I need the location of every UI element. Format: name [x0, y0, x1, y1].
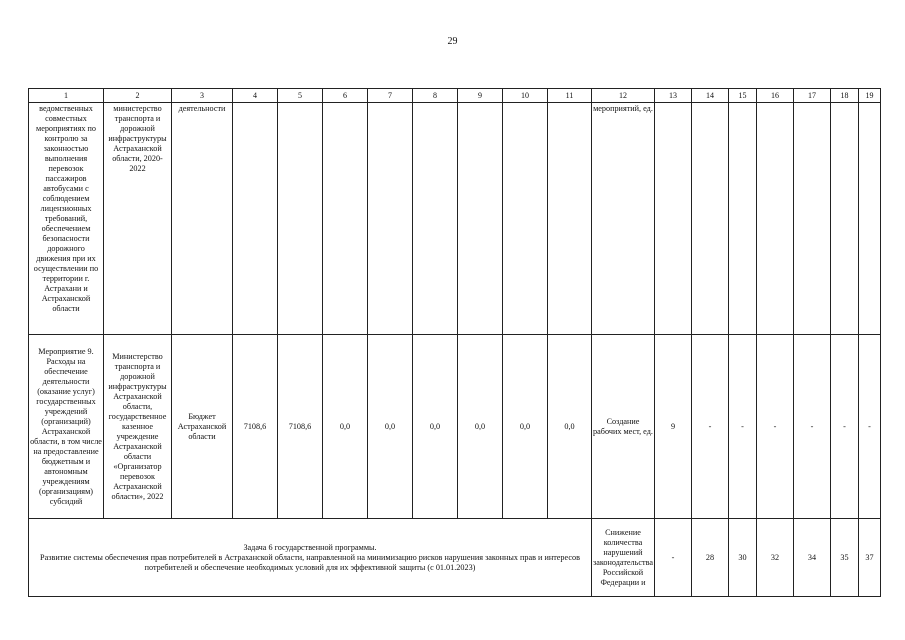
header-cell: 8: [413, 89, 458, 103]
task-description: Развитие системы обеспечения прав потребителей в Астраханской области, направленной на минимизацию рисков нарушения законных прав и интересов потребителей и обеспечение необходимых условий для их эффективной защиты (с 01.01.2023): [40, 552, 580, 572]
empty-cell: [278, 103, 323, 335]
table-row: [29, 103, 881, 335]
event-name-cell: ведомственных совместных мероприятиях по контролю за законностью выполнения перевозок пассажиров автобусами с соблюдением лицензионных требований, обеспечением безопасности дорожного движения при их осуществлении по территории г. Астрахани и Астраханской области: [29, 103, 104, 335]
value-cell: 32: [756, 519, 793, 597]
value-cell: -: [691, 335, 728, 519]
header-cell: 10: [503, 89, 548, 103]
value-cell: 0,0: [413, 335, 458, 519]
value-cell: -: [654, 519, 691, 597]
value-cell: -: [793, 335, 830, 519]
header-cell: 7: [368, 89, 413, 103]
indicator-cell: Создание рабочих мест, ед.: [592, 335, 655, 519]
empty-cell: [793, 103, 830, 335]
header-cell: 3: [172, 89, 233, 103]
empty-cell: [458, 103, 503, 335]
funding-source-cell: Бюджет Астраханской области: [172, 335, 233, 519]
value-cell: 30: [728, 519, 756, 597]
value-cell: 28: [691, 519, 728, 597]
value-cell: -: [728, 335, 756, 519]
empty-cell: [728, 103, 756, 335]
empty-cell: [413, 103, 458, 335]
empty-cell: [323, 103, 368, 335]
indicator-cell: Снижение количества нарушений законодательства Российской Федерации и: [592, 519, 655, 597]
empty-cell: [233, 103, 278, 335]
header-cell: 1: [29, 89, 104, 103]
value-cell: 0,0: [458, 335, 503, 519]
header-cell: 14: [691, 89, 728, 103]
value-cell: -: [830, 335, 858, 519]
value-cell: 34: [793, 519, 830, 597]
executor-cell: министерство транспорта и дорожной инфраструктуры Астраханской области, 2020-2022: [104, 103, 172, 335]
header-cell: 18: [830, 89, 858, 103]
event-name-cell: Мероприятие 9. Расходы на обеспечение деятельности (оказание услуг) государственных учреждений (организаций) Астраханской области, в том числе на предоставление бюджетным и автономным учреждениям (организациям) субсидий: [29, 335, 104, 519]
executor-cell: Министерство транспорта и дорожной инфраструктуры Астраханской области, государственное казенное учреждение Астраханской области «Организатор перевозок Астраханской области», 2022: [104, 335, 172, 519]
header-row: [29, 89, 881, 103]
header-cell: 9: [458, 89, 503, 103]
value-cell: 0,0: [548, 335, 592, 519]
program-table: [28, 88, 881, 597]
indicator-cell: мероприятий, ед.: [592, 103, 655, 335]
empty-cell: [858, 103, 880, 335]
header-cell: 19: [858, 89, 880, 103]
empty-cell: [503, 103, 548, 335]
header-cell: 2: [104, 89, 172, 103]
empty-cell: [368, 103, 413, 335]
value-cell: 0,0: [368, 335, 413, 519]
header-cell: 15: [728, 89, 756, 103]
header-cell: 13: [654, 89, 691, 103]
empty-cell: [830, 103, 858, 335]
header-cell: 12: [592, 89, 655, 103]
funding-source-cell: деятельности: [172, 103, 233, 335]
page-number: 29: [447, 36, 458, 47]
value-cell: 0,0: [323, 335, 368, 519]
task-cell: [29, 519, 592, 597]
empty-cell: [654, 103, 691, 335]
value-cell: -: [756, 335, 793, 519]
value-cell: 35: [830, 519, 858, 597]
value-cell: 7108,6: [278, 335, 323, 519]
value-cell: 0,0: [503, 335, 548, 519]
task-title: Задача 6 государственной программы.: [243, 542, 377, 552]
header-cell: 11: [548, 89, 592, 103]
value-cell: -: [858, 335, 880, 519]
empty-cell: [691, 103, 728, 335]
header-cell: 6: [323, 89, 368, 103]
value-cell: 7108,6: [233, 335, 278, 519]
header-cell: 4: [233, 89, 278, 103]
table-row: [29, 335, 881, 519]
empty-cell: [548, 103, 592, 335]
table-row: [29, 519, 881, 597]
value-cell: 9: [654, 335, 691, 519]
header-cell: 5: [278, 89, 323, 103]
header-cell: 17: [793, 89, 830, 103]
empty-cell: [756, 103, 793, 335]
value-cell: 37: [858, 519, 880, 597]
header-cell: 16: [756, 89, 793, 103]
